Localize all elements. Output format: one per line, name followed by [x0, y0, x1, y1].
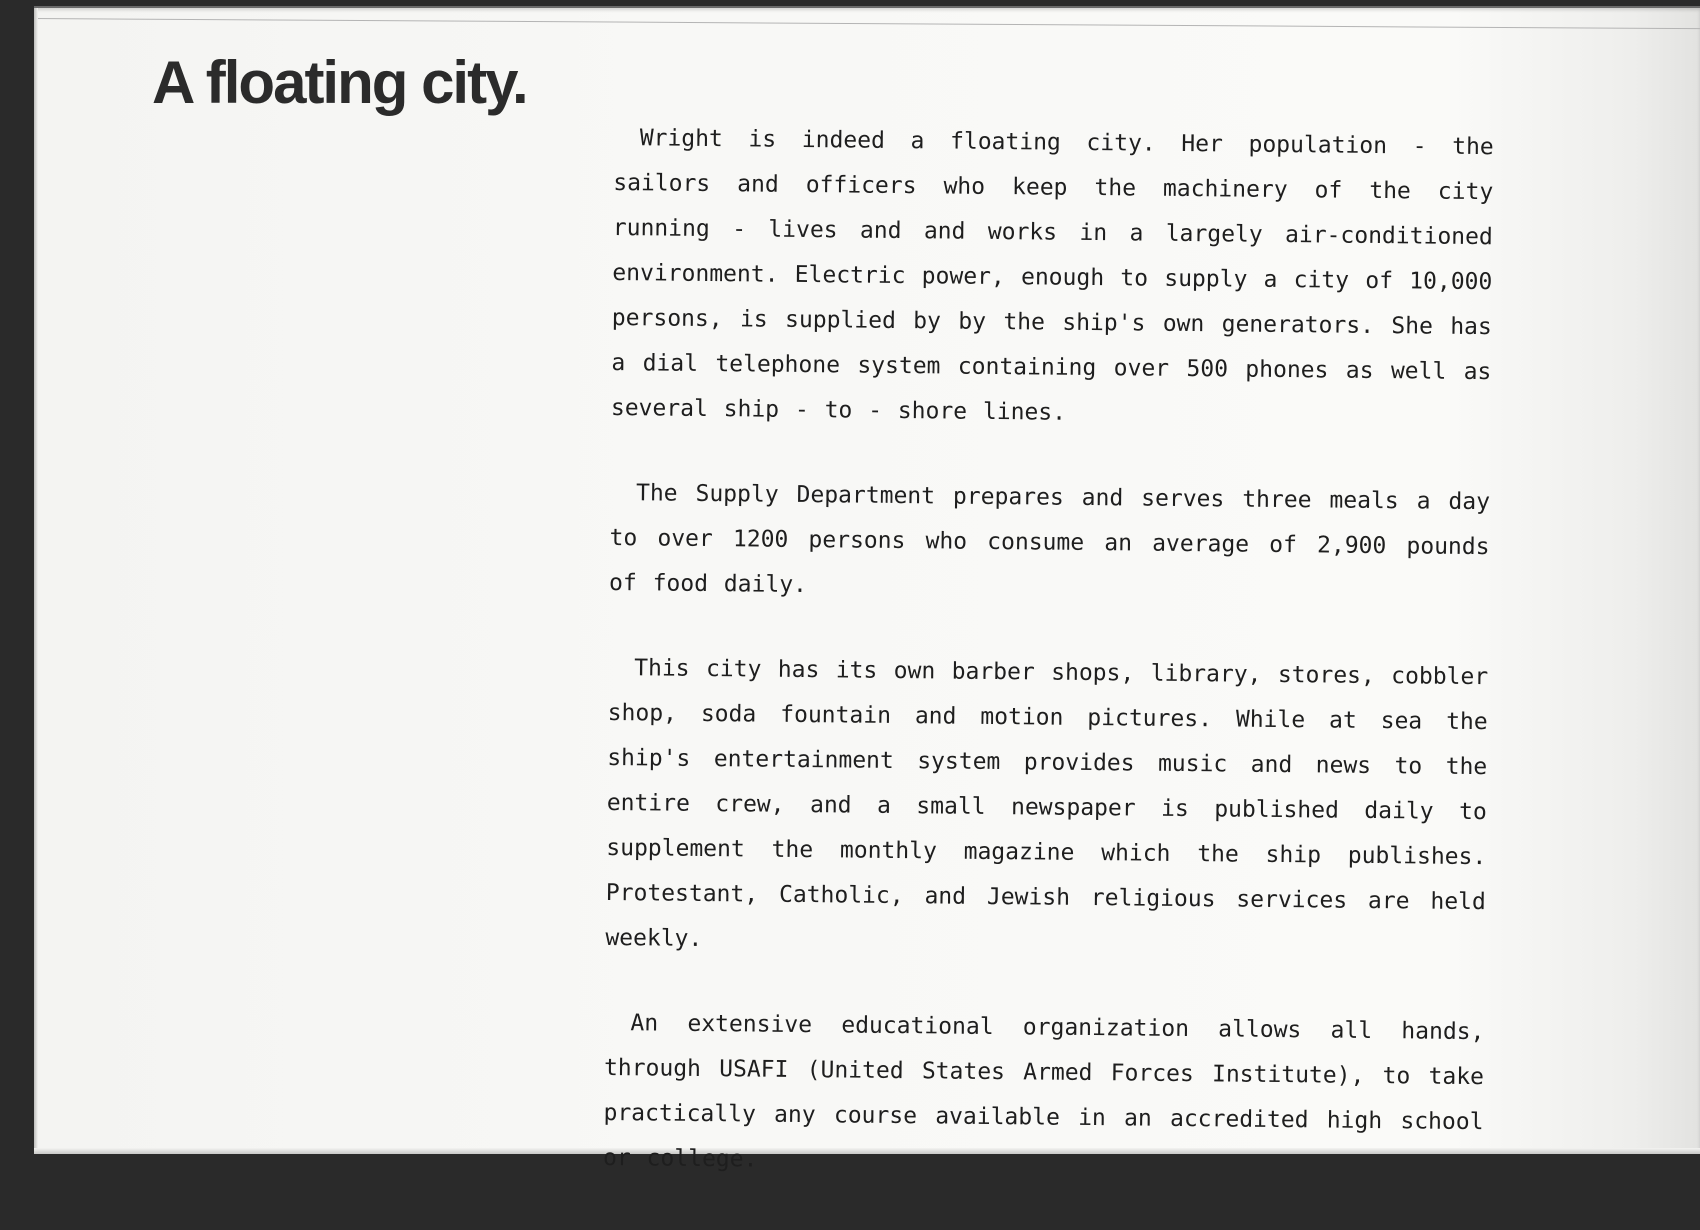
paragraph-floating-city: Wright is indeed a floating city. Her population - the sailors and officers who keep the machinery of the city running - lives and and works in a largely air-conditioned environment. Electric power, enough to supply a city of 10,000 persons, is supplied by by the ship's own generators. She has a dial telephone system containing over 500 phones as well as several ship - to - shore lines. [610, 125, 1494, 426]
top-rule [34, 18, 1700, 29]
body-text [602, 116, 1494, 1230]
page-left-edge [34, 8, 38, 1154]
page-title: A floating city. [152, 49, 527, 116]
paragraph-supply-department: The Supply Department prepares and serves three meals a day to over 1200 persons who consume an average of 2,900 pounds of food daily. [608, 480, 1491, 599]
paragraph-education: An extensive educational organization allows all hands, through USAFI (United States Armed Forces Institute), to take practically any course available in an accredited high school or college. [602, 1010, 1485, 1173]
paragraph-city-amenities: This city has its own barber shops, library, stores, cobbler shop, soda fountain and motion pictures. While at sea the ship's entertainment system provides music and news to the entire crew, and a small newspaper is published daily to supplement the monthly magazine which the ship publishes. Protestant, Catholic, and Jewish religious services are held weekly. [605, 655, 1489, 952]
document-page [34, 6, 1700, 1173]
